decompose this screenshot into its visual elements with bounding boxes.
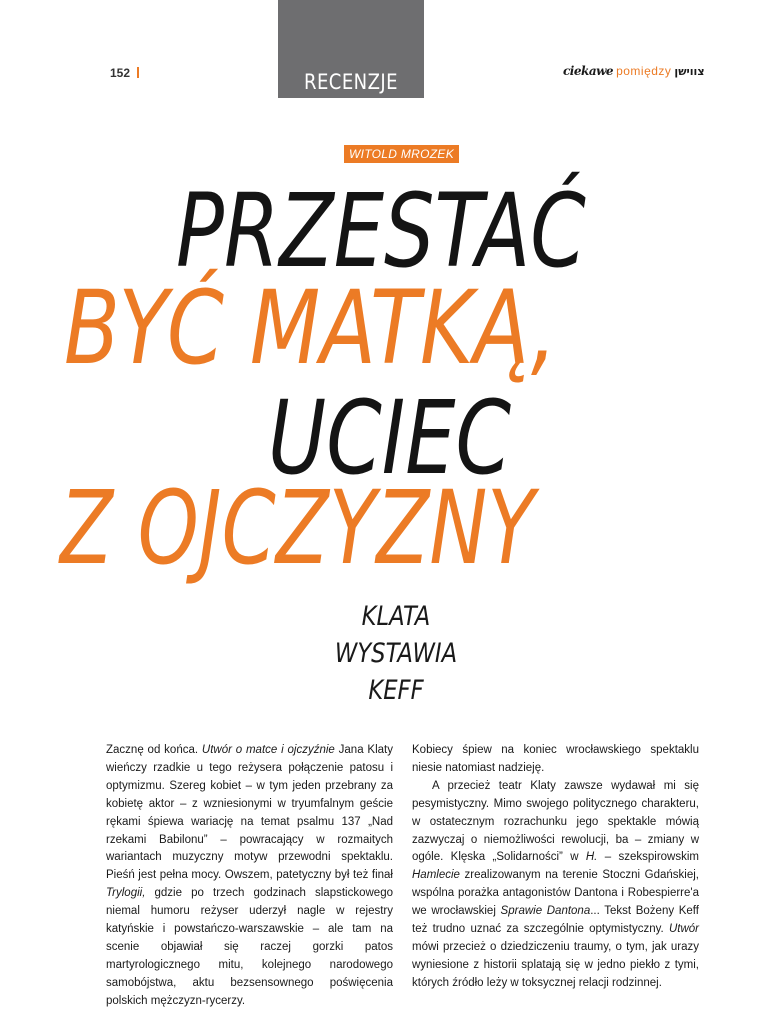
body-text: A przecież teatr Klaty zawsze wydawał mi się pesymistyczny. Mimo swojego politycznego charakteru, w ostatecznym rozrachunku jego spektakle mówią zazwyczaj o niemożliwości rewolucji, ba – zmiany w ogóle. Klęska „Solidarności” w: [412, 779, 699, 864]
section-tab: [278, 0, 424, 98]
body-text: ... Tekst Bożeny Keff też trudno uznać za szczególnie optymistyczny.: [412, 905, 699, 936]
body-paragraph: [106, 742, 393, 1011]
play-title: Trylogii,: [106, 887, 146, 900]
title-line-2: BYĆ MATKĄ,: [64, 269, 557, 388]
play-title: Hamlecie: [412, 869, 460, 882]
play-title: Utwór o matce i ojczyźnie: [201, 744, 335, 756]
play-title: Utwór: [668, 923, 699, 936]
body-column-left: [106, 742, 393, 1011]
play-title: Sprawie Dantona: [500, 905, 591, 918]
body-paragraph: Kobiecy śpiew na koniec wrocławskiego spektaklu niesie natomiast nadzieję.: [412, 744, 699, 774]
page-number-accent-bar: [137, 67, 139, 78]
subtitle-line-3: KEFF: [368, 675, 424, 706]
body-column-right: [412, 742, 699, 993]
subtitle-line-2: WYSTAWIA: [334, 638, 458, 669]
masthead-subtitle: pomiędzy: [616, 64, 672, 78]
page-number: 152: [110, 66, 131, 80]
body-text: zrealizowanym na terenie Stoczni Gdańskiej, wspólna porażka antagonistów Dantona i Robespierre'a we wrocławskiej: [412, 869, 699, 918]
masthead-yiddish: צווישן: [674, 65, 705, 78]
title-line-4: Z OJCZYZNY: [60, 469, 535, 588]
author-badge: WITOLD MROZEK: [344, 145, 459, 163]
body-text: gdzie po trzech godzinach slapstickowego niemal humoru reżyser uderzył nagle w rejestry katyńskie i powstańczo-warszawskie – ale tam na scenie objawiał się raczej gorzki patos martyrologicznego mitu, kolejnego narodowego samobójstwa, aktu bezsensownego poświęcenia polskich mężczyzn-rycerzy.: [106, 887, 393, 1007]
title-line-3: UCIEC: [268, 379, 512, 498]
section-label: RECENZJE: [303, 70, 399, 94]
body-paragraph: [412, 778, 699, 993]
masthead-logo: ciekawe: [563, 64, 614, 78]
magazine-masthead: [563, 64, 705, 80]
play-title: H.: [585, 851, 598, 864]
title-line-1: PRZESTAĆ: [176, 172, 586, 291]
body-text: Zacznę od końca.: [106, 744, 202, 756]
body-text: – szekspirowskim: [597, 851, 699, 864]
subtitle-line-1: KLATA: [361, 601, 431, 632]
article-subtitle: [280, 598, 512, 709]
body-text: Jana Klaty wieńczy rzadkie u tego reżysera połączenie patosu i optymizmu. Szereg kobiet – w tym jeden przebrany za kobietę aktor – z wzniesionymi w tryumfalnym geście rękami śpiewa wariację na temat psalmu 137 „Nad rzekami Babilonu” – powracający w rozmaitych wariantach muzyczny motyw przewodni spektaklu. Pieśń jest pełna mocy. Owszem, patetyczny był też finał: [106, 744, 393, 882]
body-text: mówi przecież o dziedziczeniu traumy, o tym, jak urazy wyniesione z historii splatają się w jedno piekło z tymi, których źródło leży w toksycznej relacji rodzinnej.: [412, 940, 699, 989]
